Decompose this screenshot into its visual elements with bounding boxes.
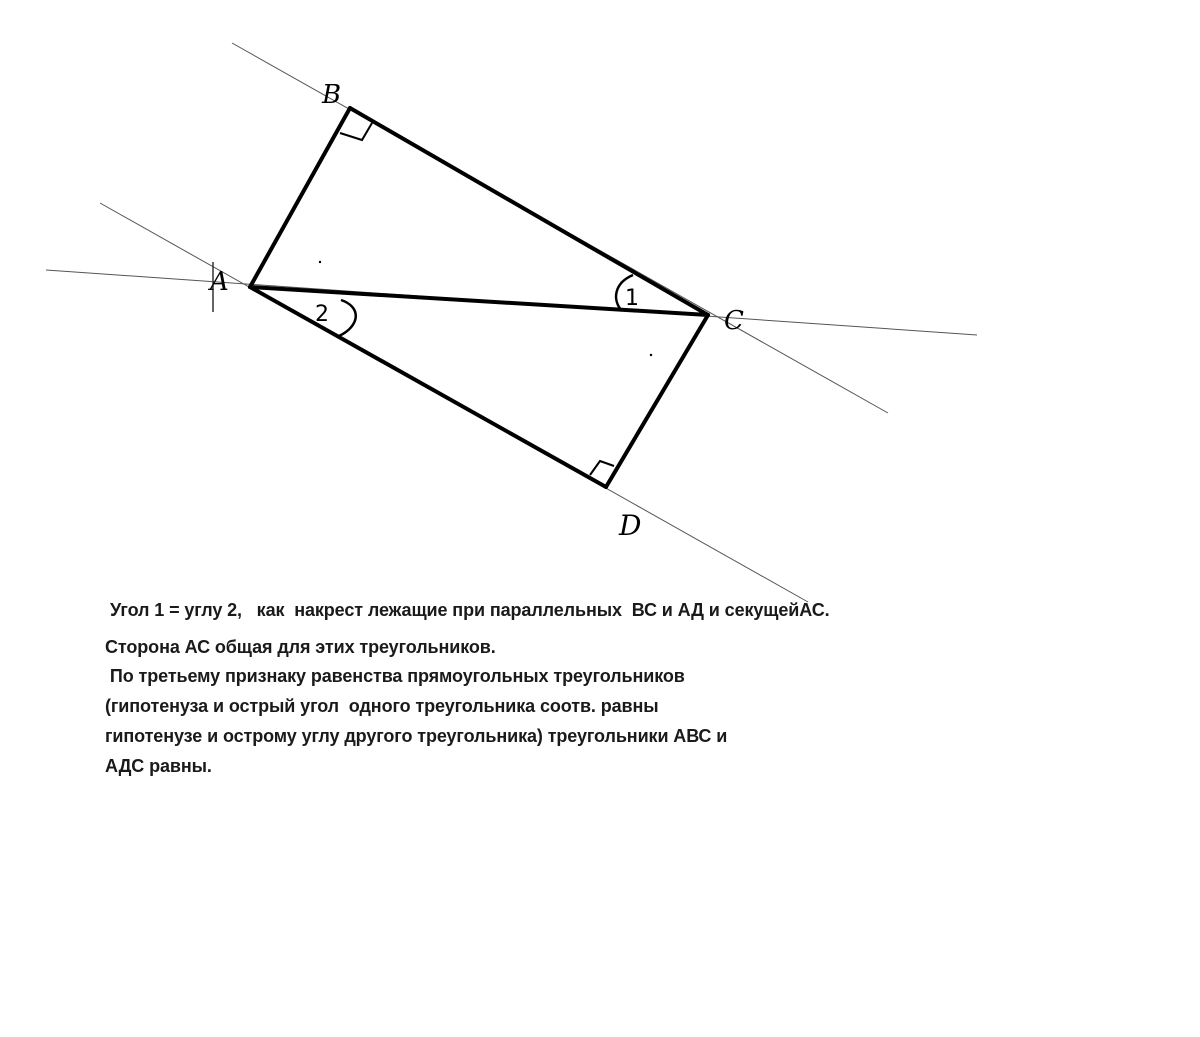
angle-2-arc [339,300,356,336]
proof-line-5: гипотенузе и острому углу другого треугольника) треугольники АВС и [105,726,728,746]
side-ab [250,108,350,287]
angle-2-label: 2 [315,302,329,327]
vertex-label-c: C [724,306,744,336]
proof-line-1: Угол 1 = углу 2, как накрест лежащие при параллельных ВС и АД и секущейАС. [110,600,830,620]
angle-1-label: 1 [625,286,639,311]
dot-mark [319,261,321,263]
proof-line-2: Сторона АС общая для этих треугольников. [105,637,496,657]
proof-line-6: АДС равны. [105,756,212,776]
right-angle-mark-b [340,123,372,140]
vertex-label-b: B [322,80,342,110]
right-angle-mark-d [590,461,614,475]
proof-line-4: (гипотенуза и острый угол одного треугольника соотв. равны [105,696,659,716]
side-cd [606,315,708,487]
dot-mark [650,354,652,356]
vertex-label-a: A [210,267,229,297]
vertex-label-d: D [619,509,642,542]
rectangle-abcd [250,108,708,487]
proof-line-3: По третьему признаку равенства прямоугольных треугольников [105,666,685,686]
side-bc [350,108,708,315]
side-da [250,287,606,487]
